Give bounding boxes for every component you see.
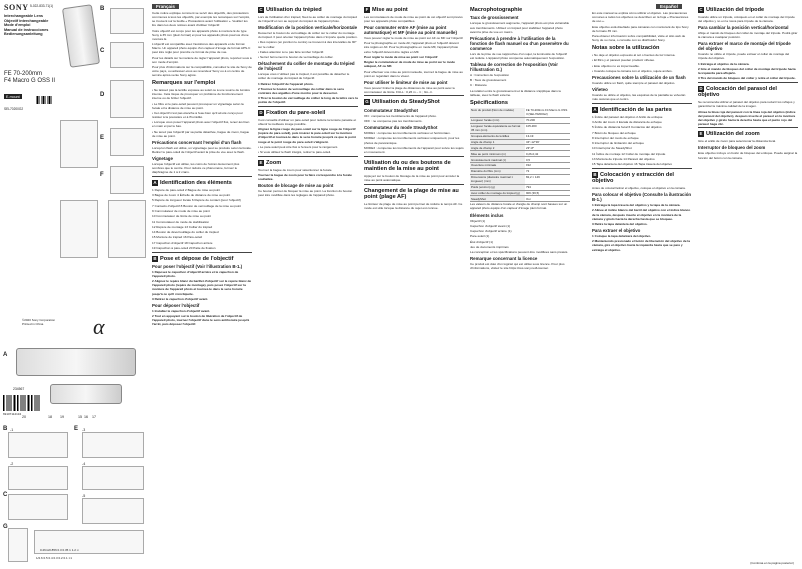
continued-note: (Continúa en la página posterior) — [750, 561, 794, 565]
spec-key: Poids (environ) (g) — [470, 184, 525, 190]
figure-b-1-bottom — [8, 432, 68, 458]
es-detach-collar-step: 1 Extraiga el objetivo de la cámara. — [698, 61, 750, 66]
steady-item: OFF : ne compense pas les tremblements. — [364, 119, 423, 124]
es-heading-flash: Precauciones sobre la utilización de un flash — [592, 74, 686, 80]
vignetting-paragraph: Lorsque l'objectif est utilisé, les coins de l'écran deviennent plus sombres que le centre. Pour réduire ce phénomène, fermez le diaphragme de 1 à 2 crans. — [152, 162, 240, 175]
intro-paragraph-5: Pour plus d'informations sur la compatibilité, consultez le site de Sony de votre pays, ou adressez-vous au revendeur Sony ou à un centre de service après-vente Sony agréé. — [152, 64, 252, 78]
heading-tableau: Tableau de correction de l'exposition (Voir l'illustration G.) — [470, 61, 558, 72]
figure-c-bottom — [8, 494, 68, 520]
es-section-c-badge: C — [699, 7, 703, 12]
callout-15: 15 — [78, 415, 82, 419]
heading-tripod — [258, 7, 358, 13]
es-heading-attach-text: Colocación y extracción del objetivo — [592, 171, 674, 185]
zoom-paragraph: Tournez la bague de zoom pour sélectionner la focale. — [258, 167, 333, 172]
remark-item: • Ne tenez pas l'objectif par sa partie détachée, bague de zoom, bague de mise au point. — [152, 130, 252, 138]
es-heading-hood-text: Colocación del parasol del objetivo — [698, 85, 777, 99]
focus-lock-paragraph: Ce bouton permet de bloquer la mise au point. La fonction du bouton peut être modifiée dans les réglages de l'appareil photo. — [258, 189, 353, 198]
heading-limiter: Pour utiliser le limiteur de mise au point — [364, 79, 448, 85]
switch-paragraph: Vous pouvez régler le mode de mise au point sur AF ou MF sur l'objectif. — [364, 36, 464, 41]
figure-b-1 — [110, 8, 144, 34]
figure-label-c-bottom: C — [3, 492, 8, 498]
callout-19: 19 — [60, 415, 64, 419]
es-detach-collar-step: 3 Tire del mando de bloqueo del collar y retire el collar del trípode. — [698, 76, 796, 81]
divider — [152, 252, 252, 253]
copyright-line-1: ©2020 Sony Corporation — [22, 318, 56, 322]
macro-paragraph: Lorsque le grossissement augmente, l'appareil photo est plus vulnérable aux tremblements. Utilisez un trépied pour stabiliser l'appareil photo avant la prise de vue en macro. — [470, 21, 570, 34]
item-line: Jeu de documents imprimés — [470, 244, 509, 249]
parts-line: 12 Repère de montage 13 Collier du trépied — [152, 224, 213, 229]
switch-bold: Pour régler le mode de mise au point sur l'objectif — [364, 54, 438, 59]
heading-remarks: Remarques sur l'emploi — [152, 80, 216, 87]
spec-key: Longueur focale équivalente au format 35 mm (mm) — [470, 123, 525, 133]
steady-switch: Commutateur SteadyShot — [364, 107, 418, 113]
model-line-2: F4 Macro G OSS II — [4, 78, 56, 84]
small-barcode-icon — [36, 96, 52, 104]
spec-key: Longueur focale (mm) — [470, 117, 525, 123]
es-parts-line: 9 Interruptor de limitación del enfoque — [592, 141, 644, 146]
column-6 — [698, 4, 798, 565]
license-paragraph: Ce produit est doté d'un logiciel qui est utilisé sous licence. Pour plus d'informations, visitez le site https://oss.sony.net/License/. — [470, 262, 565, 271]
es-attach-step: 2 Alinee el índice blanco del barril del objetivo con el índice blanco de la cámara, después inserte el objetivo en la montura de la cámara y gírelo hacia la derecha hasta que se bloquee. — [592, 208, 691, 221]
spec-value: Oui — [525, 196, 570, 202]
spec-value: 0,5 — [525, 157, 570, 163]
intro-paragraph: Cette notice explique comment se servir des objectifs, des précautions communes à tous les objectifs, par exemple les remarques sur l'emploi, se trouvent sur la feuille « Précautions avant l'utilisation ». Veuillez les lire dans les deux notices avant d'utiliser l'objectif. — [152, 11, 250, 28]
es-heading-parts — [592, 107, 692, 113]
sub-label-1: -1 — [10, 428, 14, 432]
spec-key: Avec collier de montage du trépied (g) — [470, 190, 525, 196]
sub-label-3: -3 — [82, 428, 86, 432]
es-section-e-badge: E — [699, 131, 703, 137]
heading-switch: Pour commuter entre AF (mise au point automatique) et MF (mise au point manuelle) — [364, 25, 457, 36]
heading-change: Changement de la plage de mise au point (plage AF) — [364, 187, 459, 200]
es-heading-zoom-text: Utilización del zoom — [706, 131, 760, 138]
remark-item: • Ne laissez pas la lentille exposée au soleil ou à une source de lumière intense. Cela risque de provoquer un problème de fonctionnement interne ou de brûler l'objectif. — [152, 88, 252, 100]
item-line: Objectif (1) — [470, 218, 486, 223]
lens-illustration-main — [16, 348, 136, 376]
parts-line: 5 Repère de longueur focale 6 Repère de contact (pour l'objectif) — [152, 198, 241, 203]
figure-d — [110, 80, 144, 118]
parts-line: 17 Capuchon d'objectif 18 Capuchon arrière — [152, 240, 213, 245]
spec-key: Dimensions (diamètre maximal × longueur) (mm) — [470, 174, 525, 184]
section-e-badge: E — [259, 159, 263, 165]
figure-label-a: A — [3, 352, 8, 358]
changing-item: • Des repères (en jonction le centre) se trouvent à des intervalles de 90° sur le collier. — [258, 40, 358, 48]
steady-mode-item: MODE1 : compense les tremblements verticaux et horizontaux. — [364, 131, 451, 136]
heading-changing: Modification de la position verticale/horizontale — [258, 25, 358, 31]
cover-title-2: Mode d'emploi — [4, 23, 31, 28]
lens-illustration-top — [62, 4, 100, 68]
heading-items: Éléments inclus — [470, 212, 504, 218]
figure-c — [110, 42, 144, 68]
parts-line: 19 Capuchon à pare-soleil 20 Patte de fixation — [152, 245, 216, 250]
switch-paragraph-2: Pour la photographie en mode AF, l'appareil photo et l'objectif doivent être réglés en AF. Pour la photographie en mode MF, l'appareil photo et/ou l'objectif doivent être réglés en MF. — [364, 41, 459, 54]
item-line: Capuchon d'objectif avant (1) — [470, 223, 511, 228]
steady-mode-item: MODE2 : compense les tremblements verticaux uniquement, pour les photos de panoramique. — [364, 136, 460, 145]
barcode-number: 69107112134 — [3, 412, 22, 416]
item-line: Étui d'objectif (1) — [470, 239, 493, 244]
spec-row — [470, 108, 570, 117]
spec-value: 794 — [525, 184, 570, 190]
barcode-top-number: 234567 — [13, 387, 25, 391]
doc-code: 5-022-833-71(1) — [30, 4, 54, 8]
change-paragraph: Le limiteur de plage de mise au point permet de réduire le temps AF. Ce mode est utile lorsque la distance du sujet est connue. — [364, 201, 463, 210]
spec-value: 0,26-0,42 — [525, 151, 570, 157]
heading-prec: Précautions à prendre à l'utilisation de la fonction de flash manuel ou d'un posemètre du commerce — [470, 35, 569, 51]
model-name — [4, 71, 55, 85]
sub-label-4: -4 — [82, 462, 86, 466]
parts-line: 7 Contacts d'objectif 8 Bouton de verrouillage de la mise au point — [152, 203, 241, 208]
tableau-note: La relation entre le grossissement et la distance s'applique dans le tableau, avec le flash externe. — [470, 88, 562, 97]
figure-g-left — [8, 528, 28, 562]
es-heading-zoom — [698, 131, 798, 137]
es-note-item: • Este objetivo no es impermeable. — [592, 64, 692, 68]
prec-paragraph: Lors de la prise de vue rapprochée d'un sujet, la luminosité de l'objectif est réduite. L'appareil photo compense automatiquement l'exposition. — [470, 51, 567, 60]
divider — [364, 184, 464, 185]
spec-value: 34°-12°30' — [525, 139, 570, 145]
es-parts-line: 7 Botón de bloqueo del enfoque — [592, 130, 636, 135]
remark-item: • Cet objectif n'est pas étanche à l'eau bien qu'il ait été conçu pour résister à la poussière et à l'humidité. — [152, 111, 252, 119]
divider — [364, 95, 464, 96]
es-heading-attach — [592, 172, 692, 185]
items-note: La conception et les spécifications peuvent être modifiées sans préavis. — [470, 250, 569, 255]
es-flash: Cuando utilice un flash, quite siempre el parasol del objetivo. — [592, 80, 676, 85]
heading-zoom — [258, 160, 358, 166]
es-attach-step: 3 Retire la tapa delantera del objetivo. — [592, 221, 648, 226]
figure-label-b: B — [100, 6, 105, 12]
switch-bold-2: Réglez le commutateur de mode de mise au point sur le mode adéquat, AF ou MF. — [364, 60, 455, 69]
es-intro-2: Este objetivo está diseñado para cámaras con montura E de tipo Sony de formato 35 mm. — [592, 24, 689, 33]
es-hood: Se recomienda utilizar el parasol del objetivo para reducir los reflejos y garantizar la máxima calidad de la imagen. — [698, 100, 795, 109]
column-francais — [152, 4, 252, 565]
heading-steadyshot — [364, 99, 464, 105]
es-detach-step: 1 Coloque la tapa delantera del objetivo. — [592, 234, 652, 239]
heading-tripod-text: Utilisation du trépied — [266, 7, 322, 13]
collar-step: 3 Tirez le bouton de verrouillage du collier le long de la lettre vers la pointe de l'objectif. — [258, 96, 358, 105]
tableau-item: C : Distance — [470, 83, 487, 88]
es-parts-line: 15 Tapa delantera del objetivo 16 Tapa trasera del objetivo — [592, 162, 673, 167]
spec-value: FE 70-200mm F4 Macro G OSS II (SEL70200G2) — [525, 108, 570, 117]
cover-title-1: Objectif interchangeable — [4, 18, 49, 23]
figure-label-g: G — [3, 524, 8, 530]
parts-line: 15 Monture de trépied 16 Pare-soleil — [152, 235, 203, 240]
model-line-1: FE 70-200mm — [4, 71, 43, 77]
es-parts-line: 8 Interruptor del modo de enfoque — [592, 135, 639, 140]
divider — [698, 82, 798, 83]
es-detach-collar-step: 2 Gire el mando de bloqueo del collar de montaje del trípode hacia la izquierda para aflojarlo. — [698, 66, 796, 76]
heading-attach-text: Pose et dépose de l'objectif — [160, 255, 234, 262]
spec-key: Groupes-éléments de lentilles — [470, 133, 525, 139]
heading-specs: Spécifications — [470, 99, 508, 106]
alpha-logo-icon: α — [93, 314, 105, 339]
model-code: SEL70200G2 — [4, 107, 24, 111]
figure-label-e-bottom: E — [74, 426, 79, 432]
heading-detach-collar: Détachement du collier de montage du trépied de l'objectif — [258, 61, 355, 72]
es-note-item: • El filtro y el parasol pueden producir viñeteo. — [592, 58, 692, 62]
figure-e-2 — [82, 466, 144, 490]
spec-row — [470, 123, 570, 133]
es-detach-sub: Para extraer el objetivo — [592, 228, 641, 234]
distance-scale: 0.26m/0.85ft 0.3 0.35 1 1.2 ∞ — [40, 548, 79, 552]
spec-key: Nom du produit (Nom de modèle) — [470, 108, 525, 117]
barcode-icon — [3, 395, 41, 411]
magnification-scale: 1/2.6 0.5 0.4 0.3 0.2 0.1 ×1 — [36, 556, 72, 560]
figure-label-b-bottom: B — [3, 426, 8, 432]
spec-value: 906 (36,5) — [525, 190, 570, 196]
hood-instruction: Alignez la ligne rouge du pare-soleil sur la ligne rouge de l'objectif (repère de pare-soleil), puis insérez le pare-soleil sur la monture d'objectif et tournez-le dans le sens horaire jusqu'à ce que le point rouge et le point rouge du pare-soleil s'alignent. — [258, 127, 356, 144]
tableau-item: A : Correction de l'exposition — [470, 72, 510, 77]
tableau-item: B : Taux de grossissement — [470, 78, 507, 83]
spec-value: f/22 — [525, 163, 570, 169]
changing-paragraph: Desserrez le bouton de verrouillage du collier sur le collier du montage du trépied. Il peut orienter l'appareil photo dans n'importe quelle position. — [258, 31, 358, 40]
detach-collar-paragraph: Lorsque vous n'utilisez pas le trépied, il est possible de détacher le collier du montage du trépied de l'objectif. — [258, 72, 350, 81]
sub-label-5: -5 — [82, 494, 86, 498]
spec-value: 72 — [525, 168, 570, 174]
collar-step: 2 Tournez le bouton de verrouillage du collier dans le sens contraire des aiguilles d'une montre pour le desserrer. — [258, 86, 345, 95]
section-f-badge: F — [365, 7, 369, 12]
func-paragraph: Appuyez sur le bouton de blocage de la mise au point pour annuler la mise au point automatique. — [364, 173, 460, 182]
es-parts-line: 5 Índice de distancia focal 6 Contactos del objetivo — [592, 125, 662, 130]
hood-note: • Si vous utilisez le flash intégré, retirez le pare-soleil. — [258, 150, 358, 154]
divider — [258, 106, 358, 107]
section-d-badge: D — [259, 109, 263, 115]
language-tab-francais: Français — [152, 4, 179, 9]
es-heading-changing: Para cambiar la posición vertical/horizontal — [698, 25, 789, 31]
es-parts-line: 1 Índice del parasol del objetivo 2 Anillo de enfoque — [592, 114, 663, 119]
item-line: Capuchon d'objectif arrière (1) — [470, 229, 512, 234]
spec-value: 23°-8° — [525, 145, 570, 151]
es-attach: Antes de colocar/retirar el objetivo, coloque el objetivo en la cámara. — [592, 186, 686, 191]
language-tab-espanol: Español — [656, 4, 682, 9]
changing-list — [258, 40, 358, 59]
remarks-list — [152, 88, 252, 138]
spec-key: Angle de champ 2 — [470, 145, 525, 151]
detach-step: 1 Installez le capuchon d'objectif avant. — [152, 308, 210, 313]
parts-line: 3 Bague de zoom 4 Échelle de distance de mise au point — [152, 193, 231, 198]
es-note-item: • No deje el objetivo expuesto al sol o fuentes de luz intensa. — [592, 53, 692, 57]
copyright-line-2: Printed in China — [22, 321, 44, 326]
heading-hood — [258, 110, 358, 116]
figure-e-3 — [82, 498, 144, 524]
changing-item: • Faites attention à ne pas faire tomber l'objectif. — [258, 50, 358, 54]
intro-paragraph-2: Votre objectif est conçu pour les appareils photo à monture E de type Sony à 35 mm (plein format) et pour les appareils photo pourvus d'une monture E. — [152, 28, 249, 41]
parts-line: 1 Repère de pare-soleil 2 Bague de mise au point — [152, 187, 221, 192]
figure-label-e: E — [100, 135, 105, 141]
sub-label-2: -2 — [10, 462, 14, 466]
heading-flash: Précautions concernant l'emploi d'un flash — [152, 139, 242, 145]
column-3 — [364, 4, 464, 565]
steady-mode-heading: Commutateur du mode SteadyShot — [364, 125, 438, 131]
es-zoom: Gire el anillo de zoom para seleccionar la distancia focal. — [698, 139, 777, 144]
heading-hood-text: Fixation du pare-soleil — [266, 109, 326, 116]
mount-badge: E-mount — [6, 94, 20, 99]
cover-title-4: Bedienungsanleitung — [4, 32, 43, 37]
es-heading-detach: Para extraer el marco de montaje del trípode del objetivo — [698, 41, 791, 52]
section-a-badge: A — [153, 179, 157, 185]
heading-macro: Macrophotographie — [470, 7, 523, 13]
spec-key: SteadyShot — [470, 196, 525, 202]
column-espanol — [592, 4, 692, 565]
spec-key: Mise au point minimum (m) — [470, 151, 525, 157]
heading-attach-sub: Pour poser l'objectif (Voir l'illustration B-1.) — [152, 263, 243, 269]
heading-license: Remarque concernant la licence — [470, 256, 538, 262]
es-hood-instruction: Alinee la línea roja del parasol con la línea roja del objetivo (índice del parasol del objetivo), después inserte el parasol en la montura del objetivo y gírelo hacia la derecha hasta que el punto rojo del parasol haga clic. — [698, 109, 796, 126]
spec-value: 70-200 — [525, 117, 570, 123]
collar-step: 1 Retirez l'objectif de l'appareil photo. — [258, 81, 314, 86]
spec-table — [470, 108, 570, 203]
figure-lens-mount — [60, 200, 98, 258]
figure-e-1 — [82, 432, 144, 458]
heading-vignetting: Vignetage — [152, 156, 173, 162]
es-attach-sub: Para colocar el objetivo (Consulte la ilustración B-1.) — [592, 192, 692, 203]
af-mode-paragraph: Pour effectuer une mise au point manuelle, tournez la bague de mise au point en regardant dans le viseur. — [364, 69, 463, 78]
figure-lens-bayonet — [108, 200, 146, 258]
cover-titles — [4, 14, 48, 37]
detach-step: 2 Tout en appuyant sur le bouton de libération de l'objectif de l'appareil photo, tournez l'objectif dans le sens antihoraire jusqu'à l'arrêt, puis déposez l'objectif. — [152, 314, 250, 327]
es-intro: En este manual se explica cómo utilizar el objetivo. Las precauciones comunes a todos los objetivos se describen en la hoja « Precauciones de uso ». — [592, 11, 689, 24]
spec-key: Ouverture minimale — [470, 163, 525, 169]
zoom-instruction: Tournez la bague de zoom pour la faire correspondre à la focale souhaitée. — [258, 172, 352, 181]
es-section-d-badge: D — [699, 85, 703, 91]
figure-label-f: F — [100, 172, 104, 178]
es-parts-line: 11 Índice de montaje 12 Collar de montaje del trípode — [592, 151, 666, 156]
es-heading-tripod-text: Utilización del trípode — [706, 7, 765, 13]
heading-macro-2: Taux de grossissement — [470, 15, 519, 21]
figure-b-2-bottom — [8, 466, 68, 490]
heading-steadyshot-text: Utilisation du SteadyShot — [372, 99, 440, 106]
figure-label-d: D — [100, 92, 105, 98]
parts-line: 11 Commutateur de mode de stabilisation — [152, 219, 210, 224]
callout-18: 18 — [48, 415, 52, 419]
hood-paragraph: Il est conseillé d'utiliser un pare-soleil pour réduire la lumière parasite et obtenir la meilleure image possible. — [258, 117, 357, 126]
figure-e — [110, 128, 144, 156]
lens-illustration-bottom — [50, 384, 122, 404]
spec-key: Grossissement maximal (×) — [470, 157, 525, 163]
callout-20: 20 — [22, 415, 26, 419]
divider — [592, 168, 692, 169]
copyright — [22, 319, 55, 326]
section-b-badge: B — [153, 255, 157, 261]
callout-17: 17 — [92, 415, 96, 419]
heading-detach-sub: Pour déposer l'objectif — [152, 302, 200, 308]
attach-step: 3 Retirez le capuchon d'objectif avant. — [152, 296, 209, 301]
spec-value: 105-300 — [525, 123, 570, 133]
parts-line: 14 Bouton de déverrouillage du collier du trépied — [152, 230, 219, 235]
specs-note: Les valeurs de distance focale et d'angle de champ sont basées sur un appareil photo équipé d'un capteur d'image plein format. — [470, 202, 568, 211]
heading-zoom-text: Zoom — [266, 159, 282, 166]
divider — [592, 103, 692, 104]
divider — [698, 127, 798, 128]
es-heading-tripod — [698, 7, 798, 13]
heading-focus — [364, 7, 464, 13]
remark-item: • Lorsque vous posez l'appareil photo avec l'objectif fixé, tenez-les bien en main et par le bas. — [152, 120, 252, 128]
es-section-a-badge: A — [593, 106, 597, 112]
es-heading-notes: Notas sobre la utilización — [592, 45, 660, 52]
es-parts-line: 13 Montura de trípode 14 Parasol del objetivo — [592, 156, 655, 161]
divider — [364, 156, 464, 157]
heading-parts — [152, 180, 252, 186]
es-tripod: Cuando utilice un trípode, colóquelo en el collar de montaje del trípode del objetivo y no en la rosca para trípode de la cámara. — [698, 14, 795, 23]
callout-16: 16 — [84, 415, 88, 419]
cover-title-0: Interchangeable Lens — [4, 14, 44, 18]
es-notes-list — [592, 53, 692, 73]
section-g-badge: G — [365, 99, 369, 105]
es-section-b-badge: B — [593, 171, 597, 177]
divider — [152, 176, 252, 177]
item-line: Pare-soleil (1) — [470, 234, 490, 239]
parts-line: 10 Commutateur de limite de mise au point — [152, 214, 211, 219]
attach-step: 2 Alignez le repère blanc du barillet d'objectif sur le repère blanc de l'appareil photo (repère de montage), puis posez l'objectif sur la monture de l'appareil photo et tournez-le dans le sens horaire jusqu'à ce qu'il s'encliquète. — [152, 279, 252, 296]
figure-f — [110, 166, 144, 194]
column-4 — [470, 4, 570, 565]
figure-lens-side — [60, 120, 98, 168]
es-vig: Cuando se utilice el objetivo, las esquinas de la pantalla se volverán más oscuras que el centro. — [592, 93, 686, 102]
figure-label-c: C — [100, 48, 105, 54]
es-detach-step: 2 Manteniendo presionado el botón de liberación del objetivo de la cámara, gire el objetivo hacia la izquierda hasta que se pare y extraiga el objetivo. — [592, 239, 690, 252]
es-heading-vig: Viñeteo — [592, 87, 608, 93]
es-parts-line: 10 Interruptor de SteadyShot — [592, 146, 632, 151]
limiter-paragraph: Vous pouvez limiter la plage de distances de mise au point avec le commutateur de limite. FULL : 0,26 m – ∞ ; 3m–∞. — [364, 85, 455, 94]
focus-paragraph: Les commutateurs de mode de mise au point de cet objectif sont prévus pour les appareils photo compatibles. — [364, 14, 463, 23]
intro-paragraph-3: L'objectif est compatible avec l'autofocus des appareils et de format Macro. Un appareil photo équipé d'un capteur d'image de format APS-C peut être réglé pour prendre ce format de prise de vue. — [152, 42, 251, 55]
attach-step: 1 Déposez le capuchon d'objectif arrière et le capuchon de l'appareil photo. — [152, 269, 239, 278]
es-detach: Cuando no utilice el trípode, puede extraer el collar de montaje del trípode del objetivo. — [698, 52, 790, 61]
heading-focus-lock: Bouton de blocage de mise au point — [258, 183, 334, 189]
steady-mode-item: MODE3 : compense les tremblements de l'appareil pour suivre les sujets en mouvement. — [364, 145, 464, 154]
spec-key: Diamètre du filtre (mm) — [470, 168, 525, 174]
es-lock: Este objetivo incluye un botón de bloqueo del enfoque. Puede asignar la función del botón con la cámara. — [698, 151, 798, 160]
hood-notes — [258, 145, 358, 154]
es-note-item: • Cuando coloque la cámara con el objetivo, sujete ambos. — [592, 69, 692, 73]
spec-row — [470, 174, 570, 184]
section-c-badge: C — [259, 7, 263, 12]
heading-func: Utilisation du ou des boutons de maintien de la mise au point — [364, 159, 451, 172]
es-changing: Afloje el mando de bloqueo del collar de montaje del trípode. Podrá girar la cámara a cualquier posición. — [698, 31, 798, 40]
es-parts-line: 3 Anillo del zoom 4 Escala de distancia de enfoque — [592, 119, 662, 124]
hood-note: • Le pare-soleil peut être fixé à l'envers pour le rangement. — [258, 145, 358, 149]
spec-value: 82,2 × 149 — [525, 174, 570, 184]
brand-logo: SONY — [4, 3, 29, 12]
heading-attach — [152, 256, 252, 262]
heading-focus-text: Mise au point — [372, 7, 408, 13]
es-heading-lock: Interruptor de bloqueo del zoom — [698, 145, 766, 151]
cover-title-3: Manual de instrucciones — [4, 27, 49, 32]
divider — [258, 156, 358, 157]
parts-line: 9 Commutateur de mode de mise au point — [152, 208, 210, 213]
flash-paragraph: Lorsqu'un flash est utilisé, un vignettage peut se produire selon la focale. Retirez le pare-soleil de l'objectif avant la prise de vue avec le flash. — [152, 145, 252, 155]
tripod-paragraph: Lors de l'utilisation d'un trépied, fixez-le au collier de montage du trépied de l'objectif et non au support du trépied de l'appareil photo. — [258, 14, 357, 23]
column-2 — [258, 4, 358, 565]
remark-item: • Le filtre et le pare-soleil peuvent provoquer un vignettage selon la focale et la distance de mise au point. — [152, 102, 252, 110]
intro-paragraph-4: Pour les détails sur la manière de régler l'appareil photo, reportez-vous à son mode d'emploi. — [152, 55, 252, 64]
steady-item: ON : compense les tremblements de l'appareil photo. — [364, 113, 437, 118]
es-heading-hood — [698, 86, 798, 99]
spec-row — [470, 196, 570, 202]
heading-parts-text: Identification des éléments — [160, 179, 232, 186]
spec-value: 13-19 — [525, 133, 570, 139]
changing-item: • Serrez fermement le bouton de verrouillage du collier. — [258, 55, 358, 59]
es-intro-3: Para obtener información sobre compatibilidad, visite el sitio web de Sony de su zona, o consulte con su distribuidor Sony. — [592, 33, 686, 43]
es-attach-step: 1 Extraiga la tapa trasera del objetivo y la tapa de la cámara. — [592, 203, 681, 208]
spec-key: Angle de champ 1 — [470, 139, 525, 145]
es-heading-parts-text: Identificación de las partes — [600, 106, 672, 113]
